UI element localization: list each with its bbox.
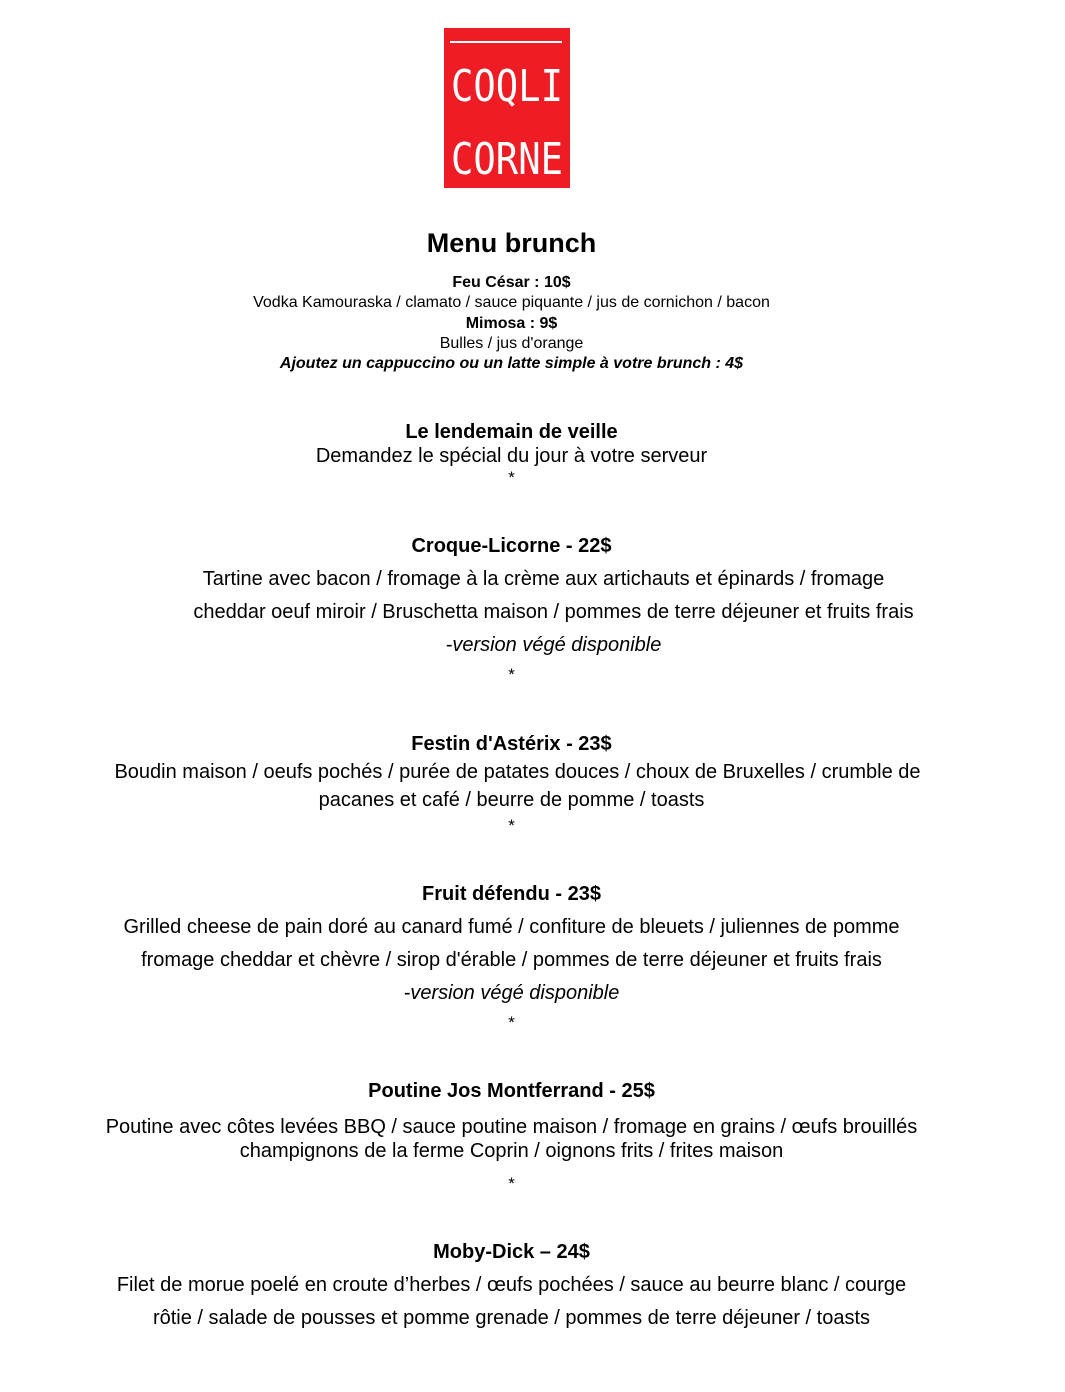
dish-description: cheddar oeuf miroir / Bruschetta maison / pommes de terre déjeuner et fruits frais — [193, 601, 914, 623]
separator: * — [508, 468, 515, 487]
drink-description: Vodka Kamouraska / clamato / sauce piquante / jus de cornichon / bacon — [253, 294, 770, 311]
separator: * — [508, 1174, 515, 1193]
separator: * — [508, 1013, 515, 1032]
logo — [444, 28, 570, 188]
dish-name: Le lendemain de veille — [405, 421, 618, 443]
veg-note: -version végé disponible — [445, 634, 662, 656]
dish-description: rôtie / salade de pousses et pomme grenade / pommes de terre déjeuner / toasts — [152, 1307, 871, 1329]
dish-description: pacanes et café / beurre de pomme / toasts — [318, 789, 705, 811]
menu-title: Menu brunch — [426, 228, 597, 258]
drink-name: Feu César : 10$ — [452, 274, 571, 291]
drink-description: Bulles / jus d'orange — [439, 335, 584, 352]
logo-artwork — [444, 28, 570, 188]
separator: * — [508, 816, 515, 835]
dish-description: Grilled cheese de pain doré au canard fumé / confiture de bleuets / juliennes de pomme — [123, 916, 900, 938]
dish-name: Croque-Licorne - 22$ — [411, 535, 612, 557]
dish-name: Festin d'Astérix - 23$ — [411, 733, 612, 755]
dish-name: Moby-Dick – 24$ — [433, 1241, 590, 1263]
dish-description: champignons de la ferme Coprin / oignons frits / frites maison — [239, 1140, 784, 1162]
dish-description: Poutine avec côtes levées BBQ / sauce poutine maison / fromage en grains / œufs brouillés — [105, 1116, 918, 1138]
dish-name: Fruit défendu - 23$ — [422, 883, 601, 905]
dish-description: Boudin maison / oeufs pochés / purée de patates douces / choux de Bruxelles / crumble de — [114, 761, 921, 783]
dish-description: Tartine avec bacon / fromage à la crème aux artichauts et épinards / fromage — [202, 568, 885, 590]
logo-line-2: CORNE — [451, 134, 563, 185]
separator: * — [508, 665, 515, 684]
dish-description: fromage cheddar et chèvre / sirop d'érable / pommes de terre déjeuner et fruits frais — [141, 949, 882, 971]
dish-description: Demandez le spécial du jour à votre serveur — [315, 445, 708, 467]
dish-description: Filet de morue poelé en croute d’herbes / œufs pochées / sauce au beurre blanc / courge — [116, 1274, 907, 1296]
addon-note: Ajoutez un cappuccino ou un latte simple à votre brunch : 4$ — [279, 355, 744, 372]
drink-name: Mimosa : 9$ — [465, 315, 558, 332]
veg-note: -version végé disponible — [403, 982, 620, 1004]
dish-name: Poutine Jos Montferrand - 25$ — [368, 1080, 655, 1102]
logo-line-1: COQLI — [451, 61, 563, 112]
